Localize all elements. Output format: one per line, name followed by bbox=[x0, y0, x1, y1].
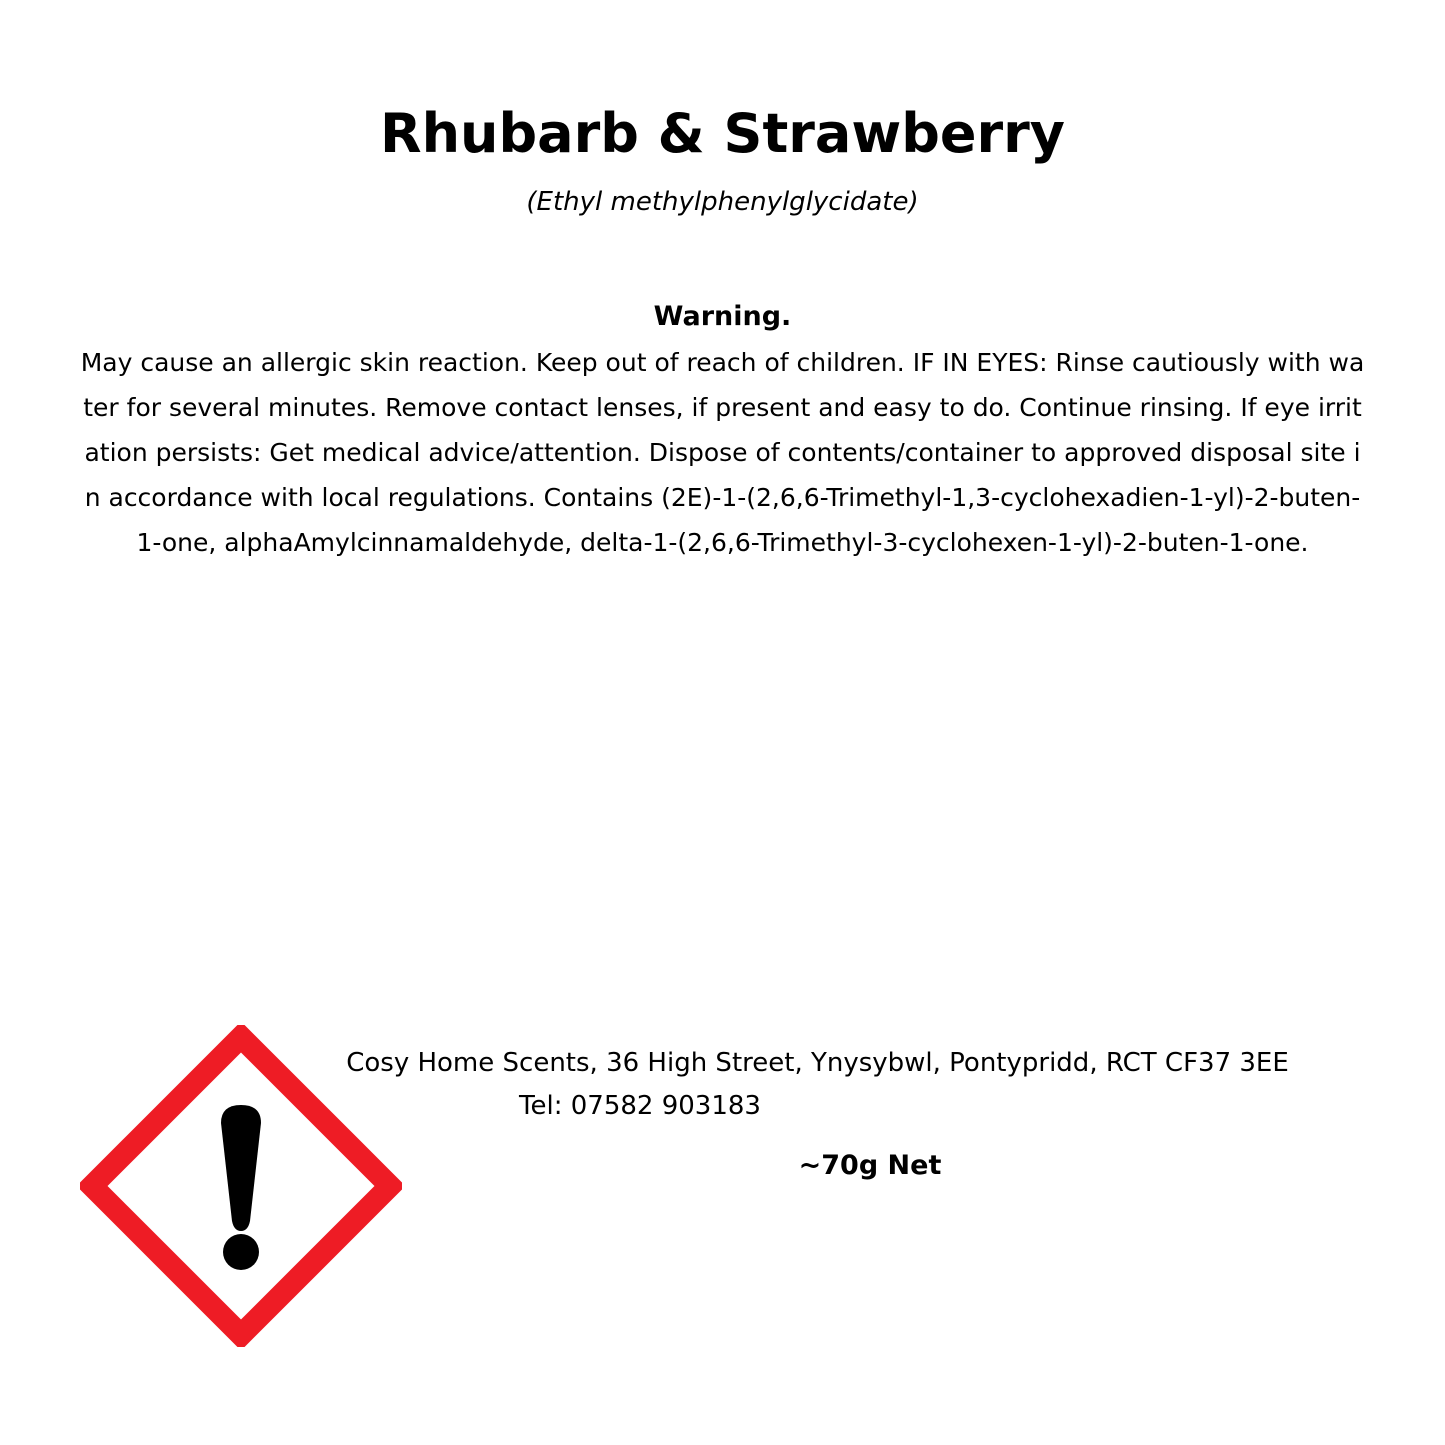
warning-text: May cause an allergic skin reaction. Keep out of reach of children. IF IN EYES: Rinse cautiously with water for several minutes. Remove contact lenses, if present and easy to do. Continue rinsing. If eye irritation persists: Get medical advice/attention. Dispose of contents/container to approved disposal site in accordance with local regulations. Contains (2E)-1-(2,6,6-Trimethyl-1,3-cyclohexadien-1-yl)-2-buten-1-one, alphaAmylcinnamaldehyde, delta-1-(2,6,6-Trimethyl-3-cyclohexen-1-yl)-2-buten-1-one. bbox=[80, 348, 1365, 557]
net-weight: ~70g Net bbox=[798, 1150, 942, 1181]
product-title: Rhubarb & Strawberry bbox=[380, 102, 1065, 165]
company-phone: Tel: 07582 903183 bbox=[519, 1091, 761, 1121]
company-address: Cosy Home Scents, 36 High Street, Ynysybwl, Pontypridd, RCT CF37 3EE bbox=[346, 1048, 1289, 1078]
warning-heading: Warning. bbox=[653, 301, 792, 332]
product-subtitle: (Ethyl methylphenylglycidate) bbox=[526, 187, 919, 217]
exclamation-dot bbox=[223, 1234, 259, 1270]
